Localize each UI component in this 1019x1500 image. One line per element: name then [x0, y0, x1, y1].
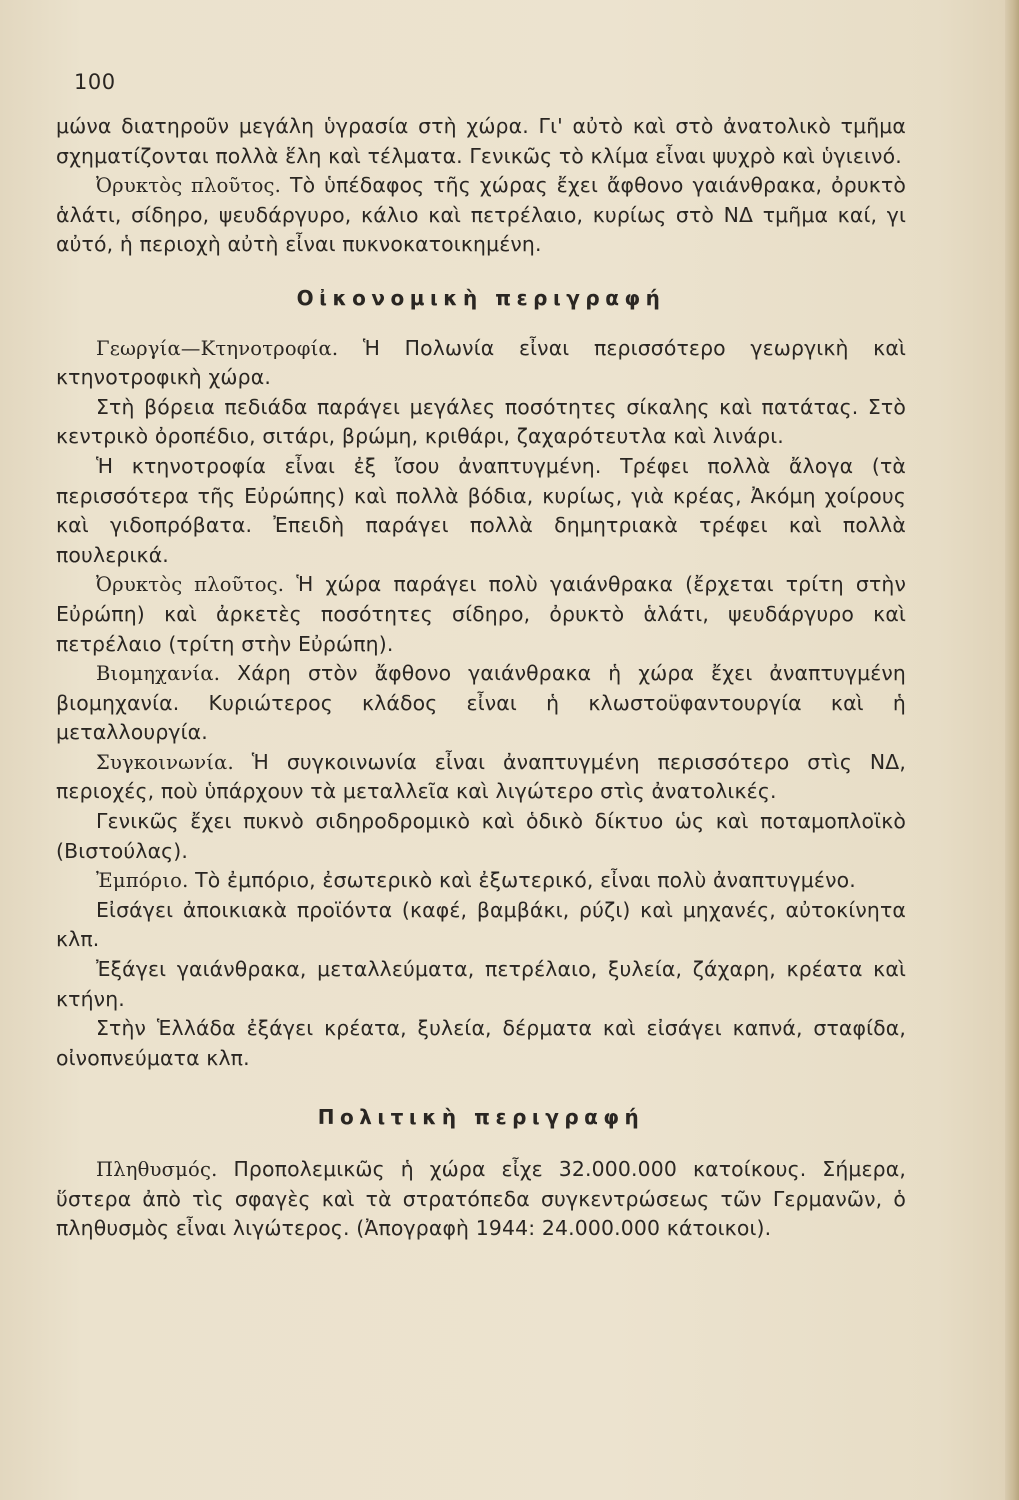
paragraph-text: Ἡ κτηνοτροφία εἶναι ἐξ ἴσου ἀναπτυγμένη. Τρέφει πολλὰ ἄλογα (τὰ περισσότερα τῆς Εὐρώπης) καὶ πολλὰ βόδια, κυρίως, γιὰ κρέας, Ἀκόμη χοίρους καὶ γιδοπρόβατα. Ἐπειδὴ παράγει πολλὰ δημητριακὰ τρέφει καὶ πολλὰ πουλερικά. [56, 453, 906, 567]
page-edge-shadow [1005, 0, 1019, 1500]
paragraph-text: Ἡ χώρα παράγει πολὺ γαιάνθρακα (ἔρχεται τρίτη στὴν Εὐρώπη) καὶ ἀρκετὲς ποσότητες σίδηρο, ὀρυκτὸ ἁλάτι, ψευδάργυρο καὶ πετρέλαιο (τρίτη στὴν Εὐρώπη). [56, 572, 906, 656]
paragraph-crops [56, 393, 906, 452]
paragraph-lead: Ἐμπόριο. [96, 869, 189, 893]
paragraph-exports [56, 955, 906, 1014]
paragraph-text: Στὴν Ἑλλάδα ἐξάγει κρέατα, ξυλεία, δέρματα καὶ εἰσάγει καπνά, σταφίδα, οἰνοπνεύματα κλπ. [56, 1016, 906, 1070]
page-number: 100 [74, 70, 116, 94]
page-body [56, 112, 906, 1244]
paragraph-networks [56, 807, 906, 866]
paragraph-lead: Συγκοινωνία. [96, 750, 234, 774]
paragraph-industry [56, 659, 906, 748]
paragraph-text: Ἐξάγει γαιάνθρακα, μεταλλεύματα, πετρέλαιο, ξυλεία, ζάχαρη, κρέατα καὶ κτήνη. [56, 957, 906, 1011]
paragraph-text: Ἡ Πολωνία εἶναι περισσότερο γεωργικὴ καὶ κτηνοτροφικὴ χώρα. [56, 335, 906, 390]
section-heading-political: Πολιτικὴ περιγραφή [317, 1105, 645, 1130]
paragraph-text: Γενικῶς ἔχει πυκνὸ σιδηροδρομικὸ καὶ ὁδικὸ δίκτυο ὡς καὶ ποταμοπλοϊκὸ (Βιστούλας). [56, 809, 906, 863]
paragraph-text: Προπολεμικῶς ἡ χώρα εἶχε 32.000.000 κατοίκους. Σήμερα, ὕστερα ἀπὸ τὶς σφαγὲς καὶ τὰ στρατόπεδα συγκεντρώσεως τῶν Γερμανῶν, ὁ πληθυσμὸς εἶναι λιγώτερος. (Ἀπογραφὴ 1944: 24.000.000 κάτοικοι). [56, 1157, 906, 1241]
paragraph-mineral-wealth-soil [56, 171, 906, 260]
paragraph-climate [56, 112, 906, 171]
paragraph-lead: Πληθυσμός. [96, 1158, 218, 1181]
paragraph-text: Τὸ ἐμπόριο, ἐσωτερικὸ καὶ ἐξωτερικό, εἶναι πολὺ ἀναπτυγμένο. [188, 868, 856, 893]
paragraph-commerce [56, 866, 906, 896]
section-heading-economic: Οἰκονομικὴ περιγραφή [296, 285, 666, 310]
paragraph-trade-greece [56, 1014, 906, 1073]
paragraph-mineral-wealth [56, 570, 906, 659]
paragraph-lead: Γεωργία—Κτηνοτροφία. [96, 336, 339, 360]
paragraph-text: μώνα διατηροῦν μεγάλη ὑγρασία στὴ χώρα. Γι' αὐτὸ καὶ στὸ ἀνατολικὸ τμῆμα σχηματίζονται πολλὰ ἕλη καὶ τέλματα. Γενικῶς τὸ κλίμα εἶναι ψυχρὸ καὶ ὑγιεινό. [56, 114, 906, 168]
paragraph-transport [56, 748, 906, 807]
paragraph-lead: Βιομηχανία. [96, 662, 221, 686]
paragraph-text: Τὸ ὑπέδαφος τῆς χώρας ἔχει ἄφθονο γαιάνθρακα, ὀρυκτὸ ἁλάτι, σίδηρο, ψευδάργυρο, κάλιο καὶ πετρέλαιο, κυρίως στὸ ΝΔ τμῆμα καί, γι αὐτό, ἡ περιοχὴ αὐτὴ εἶναι πυκνοκατοικημένη. [56, 173, 907, 257]
paragraph-population [56, 1155, 906, 1244]
paragraph-lead: Ὀρυκτὸς πλοῦτος. [96, 174, 282, 198]
paragraph-agriculture [56, 334, 906, 393]
paragraph-text: Στὴ βόρεια πεδιάδα παράγει μεγάλες ποσότητες σίκαλης καὶ πατάτας. Στὸ κεντρικὸ ὀροπέδιο, σιτάρι, βρώμη, κριθάρι, ζαχαρότευτλα καὶ λινάρι. [56, 394, 906, 449]
paragraph-lead: Ὀρυκτὸς πλοῦτος. [96, 573, 285, 597]
paragraph-livestock [56, 452, 906, 570]
paragraph-text: Ἡ συγκοινωνία εἶναι ἀναπτυγμένη περισσότερο στὶς ΝΔ, περιοχές, ποὺ ὑπάρχουν τὰ μεταλλεῖα καὶ λιγώτερο στὶς ἀνατολικές. [56, 749, 906, 804]
paragraph-imports [56, 896, 906, 955]
paragraph-text: Χάρη στὸν ἄφθονο γαιάνθρακα ἡ χώρα ἔχει ἀναπτυγμένη βιομηχανία. Κυριώτερος κλάδος εἶναι ἡ κλωστοϋφαντουργία καὶ ἡ μεταλλουργία. [56, 661, 906, 745]
paragraph-text: Εἰσάγει ἀποικιακὰ προϊόντα (καφέ, βαμβάκι, ρύζι) καὶ μηχανές, αὐτοκίνητα κλπ. [56, 897, 906, 952]
